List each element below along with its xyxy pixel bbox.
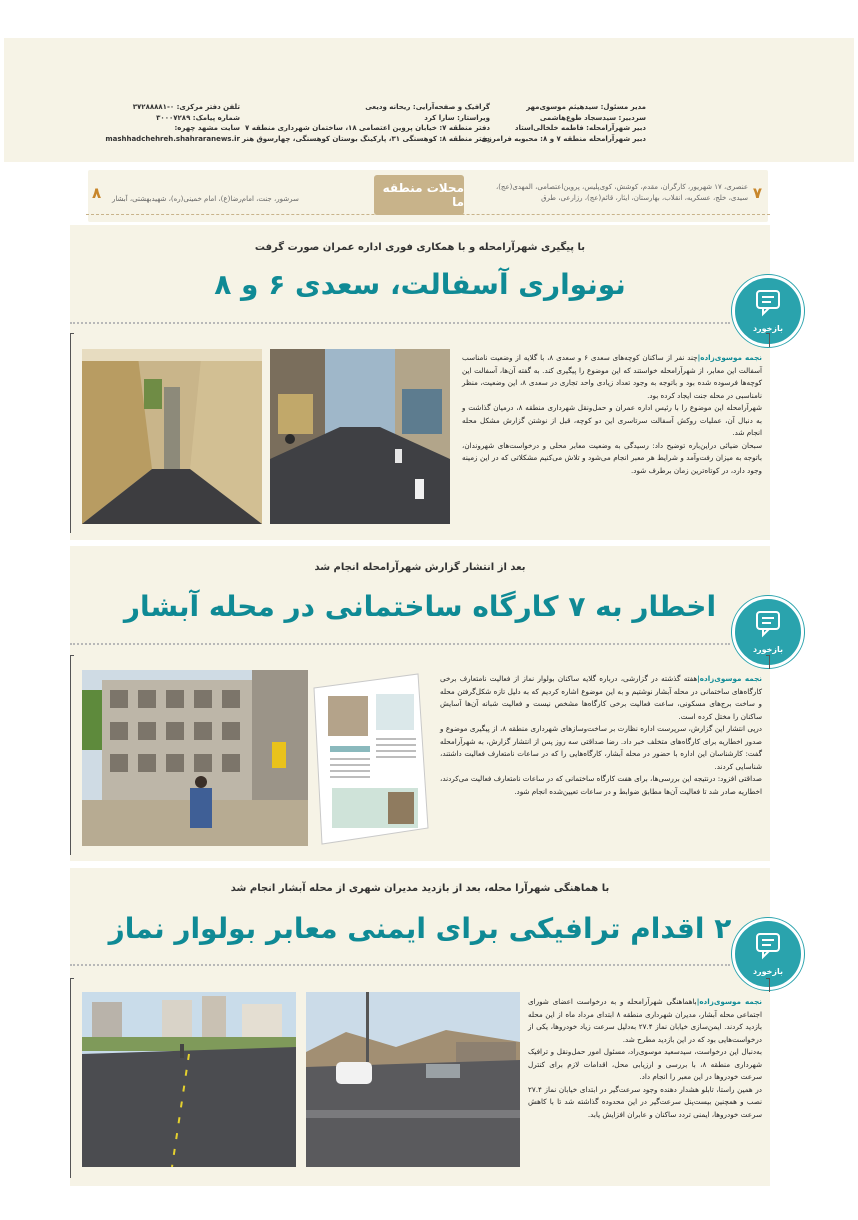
frame-line <box>766 333 770 347</box>
frame-line <box>70 978 74 1178</box>
strip-divider <box>86 214 770 215</box>
photo-speed-bump <box>306 992 520 1167</box>
article-body <box>462 352 762 477</box>
photo-alley <box>82 349 262 524</box>
photo-previous-issue <box>308 668 432 850</box>
article-subtitle: با پیگیری شهرآرامحله و با همکاری فوری اداره عمران صورت گرفت <box>254 242 586 253</box>
section-logo <box>374 175 464 215</box>
feedback-label: بازخورد <box>752 645 784 654</box>
masthead-contact <box>105 102 240 144</box>
paragraph: به‌دنبال این درخواست، سیدسعید موسوی‌راد، مسئول امور حمل‌ونقل و ترافیک شهرداری منطقه ۸، با بررسی و ارزیابی محل، اقدامات لازم برای کنترل سرعت خودروها در این معبر را انجام داد. <box>528 1047 762 1081</box>
article-body <box>528 996 762 1121</box>
frame-line <box>766 978 770 992</box>
dotted-divider <box>70 964 730 966</box>
neighborhood-list-line: سیدی، خلج، عسکریه، انقلاب، بهارستان، ایثار، قائم(عج)، رزارعی، طرق <box>541 194 748 202</box>
feedback-label: بازخورد <box>752 967 784 976</box>
section-logo-text: محلات منطقه ما <box>382 181 464 209</box>
masthead-website[interactable]: mashhadchehreh.shahraranews.ir <box>105 134 240 143</box>
article-title: ۲ اقدام ترافیکی برای ایمنی معابر بولوار نماز <box>108 912 732 945</box>
paragraph: هفته گذشته در گزارشی، درباره گلایه ساکنان بولوار نماز از فعالیت نامتعارف برخی کارگاه‌های ساختمانی در محله آبشار نوشتیم و به این موضوع اشاره کردیم که به دلیل تازه شکل‌گرفتن محله و ساخت برج‌های مسکونی، ساعت فعالیت برخی کارگاه‌ها مشخص نیست و فعالیت شبانه آن‌ها آسایش ساکنان را مختل کرده است. <box>440 674 762 721</box>
paragraph: صداقتی افزود: درنتیجه این بررسی‌ها، برای هفت کارگاه ساختمانی که در ساعات نامتعارف فعالیت می‌کردند، اخطاریه صادر شد تا فعالیت آن‌ها مطابق ضوابط و در ساعات تعیین‌شده انجام شود. <box>440 774 762 796</box>
dotted-divider <box>70 643 730 645</box>
paragraph: چند نفر از ساکنان کوچه‌های سعدی ۶ و سعدی ۸، با گلایه از وضعیت نامناسب آسفالت این معابر، از شهرآرامحله خواستند که این موضوع را پیگیری کند. به گفته آن‌ها، آسفالت این کوچه‌ها فرسوده شده بود و باتوجه به وجود تعداد زیادی واحد تجاری در سعدی ۸، این وضعیت، منظر نامناسبی در محله جنت ایجاد کرده بود. <box>462 353 762 400</box>
frame-line <box>70 333 74 533</box>
article-title: اخطار به ۷ کارگاه ساختمانی در محله آبشار <box>123 590 717 623</box>
paragraph: در همین راستا، تابلو هشدار دهنده وجود سرعت‌گیر در ابتدای خیابان نماز ۲۷.۴ نصب و همچنین بیست‌پنل سرعت‌گیر در این محدوده گذاشته شد تا با کاهش سرعت خودروها، ایمنی تردد ساکنان و عابران افزایش یابد. <box>528 1084 762 1119</box>
chat-icon <box>755 932 781 960</box>
neighborhood-list-right <box>496 182 748 204</box>
neighborhood-list-line: عنصری، ۱۷ شهریور، کارگران، مقدم، کوشش، کوی‌پلیس، پروین‌اعتصامی، المهدی(عج)، <box>495 183 748 191</box>
masthead-staff <box>481 102 646 144</box>
paragraph: سبحان ضیائی دراین‌باره توضیح داد: رسیدگی به وضعیت معابر محلی و درخواست‌های شهروندان، باتوجه به میزان رفت‌وآمد و شرایط هر معبر انجام می‌شود و تلاش می‌کنیم مشکلاتی که در این زمینه وجود دارد، در کوتاه‌ترین زمان برطرف شود. <box>462 440 762 475</box>
frame-line <box>766 655 770 669</box>
article-subtitle: با هماهنگی شهرآرا محله، بعد از بازدید مدیران شهری از محله آبشار انجام شد <box>230 883 610 894</box>
page-number-right: ۷ <box>752 184 762 202</box>
byline: نجمه موسوی‌زاده| <box>697 353 762 362</box>
chat-icon <box>755 289 781 317</box>
masthead-line: ویراستار: سارا کرد <box>424 113 490 122</box>
feedback-label: بازخورد <box>752 324 784 333</box>
photo-boulevard <box>82 992 296 1167</box>
neighborhood-list-left: سرشور، جنت، امام‌رضا(ع)، امام خمینی(ره)، شهیدبهشتی، آبشار <box>112 195 299 203</box>
photo-construction-site <box>82 670 310 846</box>
masthead-line: مدیر مسئول: سیدهیثم موسوی‌مهر <box>526 103 646 111</box>
photo-street-shops <box>270 349 450 524</box>
masthead-line: شماره پیامک: ۳۰۰۰۷۲۸۹ <box>156 113 240 122</box>
byline: نجمه موسوی‌زاده| <box>696 997 762 1006</box>
masthead-line: سایت مشهد چهره: <box>174 124 240 132</box>
masthead-line: تلفن دفتر مرکزی: ۰-۳۷۲۸۸۸۸۱ <box>132 103 240 111</box>
masthead-line: دبیر شهرآرامحله منطقه ۷ و ۸: محبوبه فرامرزی <box>481 134 646 143</box>
masthead-line: گرافیک و صفحه‌آرایی: ریحانه ودیعی <box>365 103 490 111</box>
page-number-left: ۸ <box>92 184 102 202</box>
masthead-line: سردبیر: سیدسجاد طوع‌هاشمی <box>539 113 646 122</box>
frame-line <box>70 655 74 855</box>
paragraph: درپی انتشار این گزارش، سرپرست اداره نظارت بر ساخت‌وسازهای شهرداری منطقه ۸، از پیگیری موضوع و صدور اخطاریه برای کارگاه‌های متخلف خبر داد. رضا صداقتی سه روز پس از انتشار گزارش، به شهرآرامحله گفت: کارشناسان این اداره با حضور در محله آبشار، کارگاه‌هایی را که در ساعات نامتعارف فعالیت داشتند، شناسایی کردند. <box>440 724 762 771</box>
masthead-offices <box>242 102 490 144</box>
article-body <box>440 673 762 798</box>
masthead-line: دفتر منطقه ۷: خیابان پروین اعتصامی ۱۸، ساختمان شهرداری منطقه ۷ <box>245 124 490 132</box>
article-title: نونواری آسفالت، سعدی ۶ و ۸ <box>214 268 626 301</box>
byline: نجمه موسوی‌زاده| <box>697 674 762 683</box>
masthead-line: دفتر منطقه ۸: کوهسنگی ۳۱، پارکینگ بوستان کوهسنگی، چهارسوق هنر <box>242 134 490 143</box>
masthead-line: دبیر شهرآرامحله: فاطمه خلخالی‌استاد <box>514 124 646 132</box>
paragraph: شهرآرامحله این موضوع را با رئیس اداره عمران و حمل‌ونقل شهرداری منطقه ۸، درمیان گذاشت و به دنبال آن، عملیات روکش آسفالت سرتاسری این دو کوچه، قبل از نوشتن گزارش مشکل محله انجام شد. <box>462 403 763 437</box>
article-subtitle: بعد از انتشار گزارش شهرآرامحله انجام شد <box>314 562 526 573</box>
paragraph: باهماهنگی شهرآرامحله و به درخواست اعضای شورای اجتماعی محله آبشار، مدیران شهرداری منطقه ۸ ابتدای مرداد ماه از این محله بازدید کردند. ایمن‌سازی خیابان نماز ۲۷.۴ به‌دلیل سرعت زیاد خودروها، یکی از درخواست‌هایی بود که در این بازدید مطرح شد. <box>528 997 762 1044</box>
dotted-divider <box>70 322 730 324</box>
chat-icon <box>755 610 781 638</box>
